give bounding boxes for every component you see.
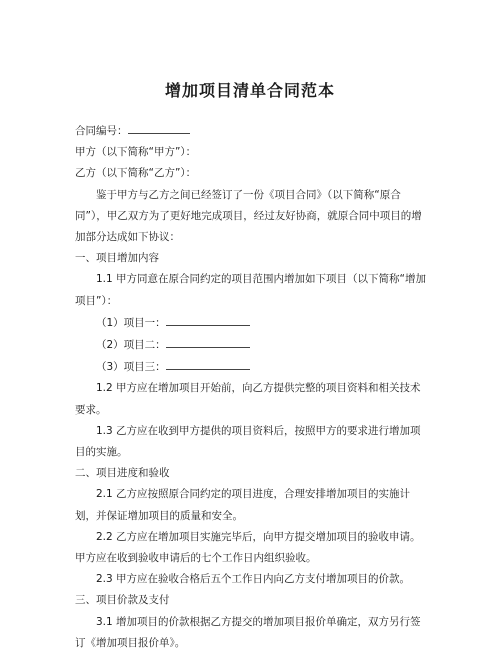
- document-title: 增加项目清单合同范本: [164, 81, 335, 100]
- item-two-label: （2）项目二：: [96, 339, 166, 352]
- clause-2-2: 2.2 乙方应在增加项目实施完毕后，向甲方提交增加项目的验收申请。甲方应在收到验收申请后的七个工作日内组织验收。: [75, 530, 421, 565]
- clause-1-2: 1.2 甲方应在增加项目开始前，向乙方提供完整的项目资料和相关技术要求。: [75, 382, 421, 416]
- party-b-line: 乙方（以下简称“乙方”）：: [75, 167, 197, 180]
- section-2-heading: 二、项目进度和验收: [75, 467, 170, 480]
- item-one-blank: [166, 312, 250, 326]
- preamble-paragraph: 鉴于甲方与乙方之间已经签订了一份《项目合同》（以下简称“原合同”），甲乙双方为了更好地完成项目，经过友好协商，就原合同中项目的增加部分达成如下协议：: [75, 188, 422, 244]
- clause-1-1: 1.1 甲方同意在原合同约定的项目范围内增加如下项目（以下简称“增加项目”）：: [75, 273, 426, 307]
- item-two-blank: [166, 334, 250, 348]
- contract-number-blank: [128, 120, 190, 134]
- clause-2-3: 2.3 甲方应在验收合格后五个工作日内向乙方支付增加项目的价款。: [96, 573, 411, 586]
- document-body: [75, 120, 431, 654]
- item-two-line: [75, 334, 431, 356]
- item-three-line: [75, 356, 431, 378]
- section-3-heading: 三、项目价款及支付: [75, 594, 170, 607]
- clause-2-1: 2.1 乙方应按照原合同约定的项目进度，合理安排增加项目的实施计划，并保证增加项目的质量和安全。: [75, 488, 411, 522]
- clause-3-1: 3.1 增加项目的价款根据乙方提交的增加项目报价单确定，双方另行签订《增加项目报价单》。: [75, 615, 421, 649]
- item-one-line: [75, 312, 431, 334]
- item-three-label: （3）项目三：: [96, 361, 166, 374]
- party-a-line: 甲方（以下简称“甲方”）：: [75, 146, 197, 159]
- contract-number-label: 合同编号：: [75, 125, 128, 137]
- item-three-blank: [166, 356, 250, 370]
- item-one-label: （1）项目一：: [96, 316, 166, 329]
- section-1-heading: 一、项目增加内容: [75, 252, 159, 265]
- clause-1-3: 1.3 乙方应在收到甲方提供的项目资料后，按照甲方的要求进行增加项目的实施。: [75, 424, 421, 459]
- contract-number-line: [75, 120, 431, 142]
